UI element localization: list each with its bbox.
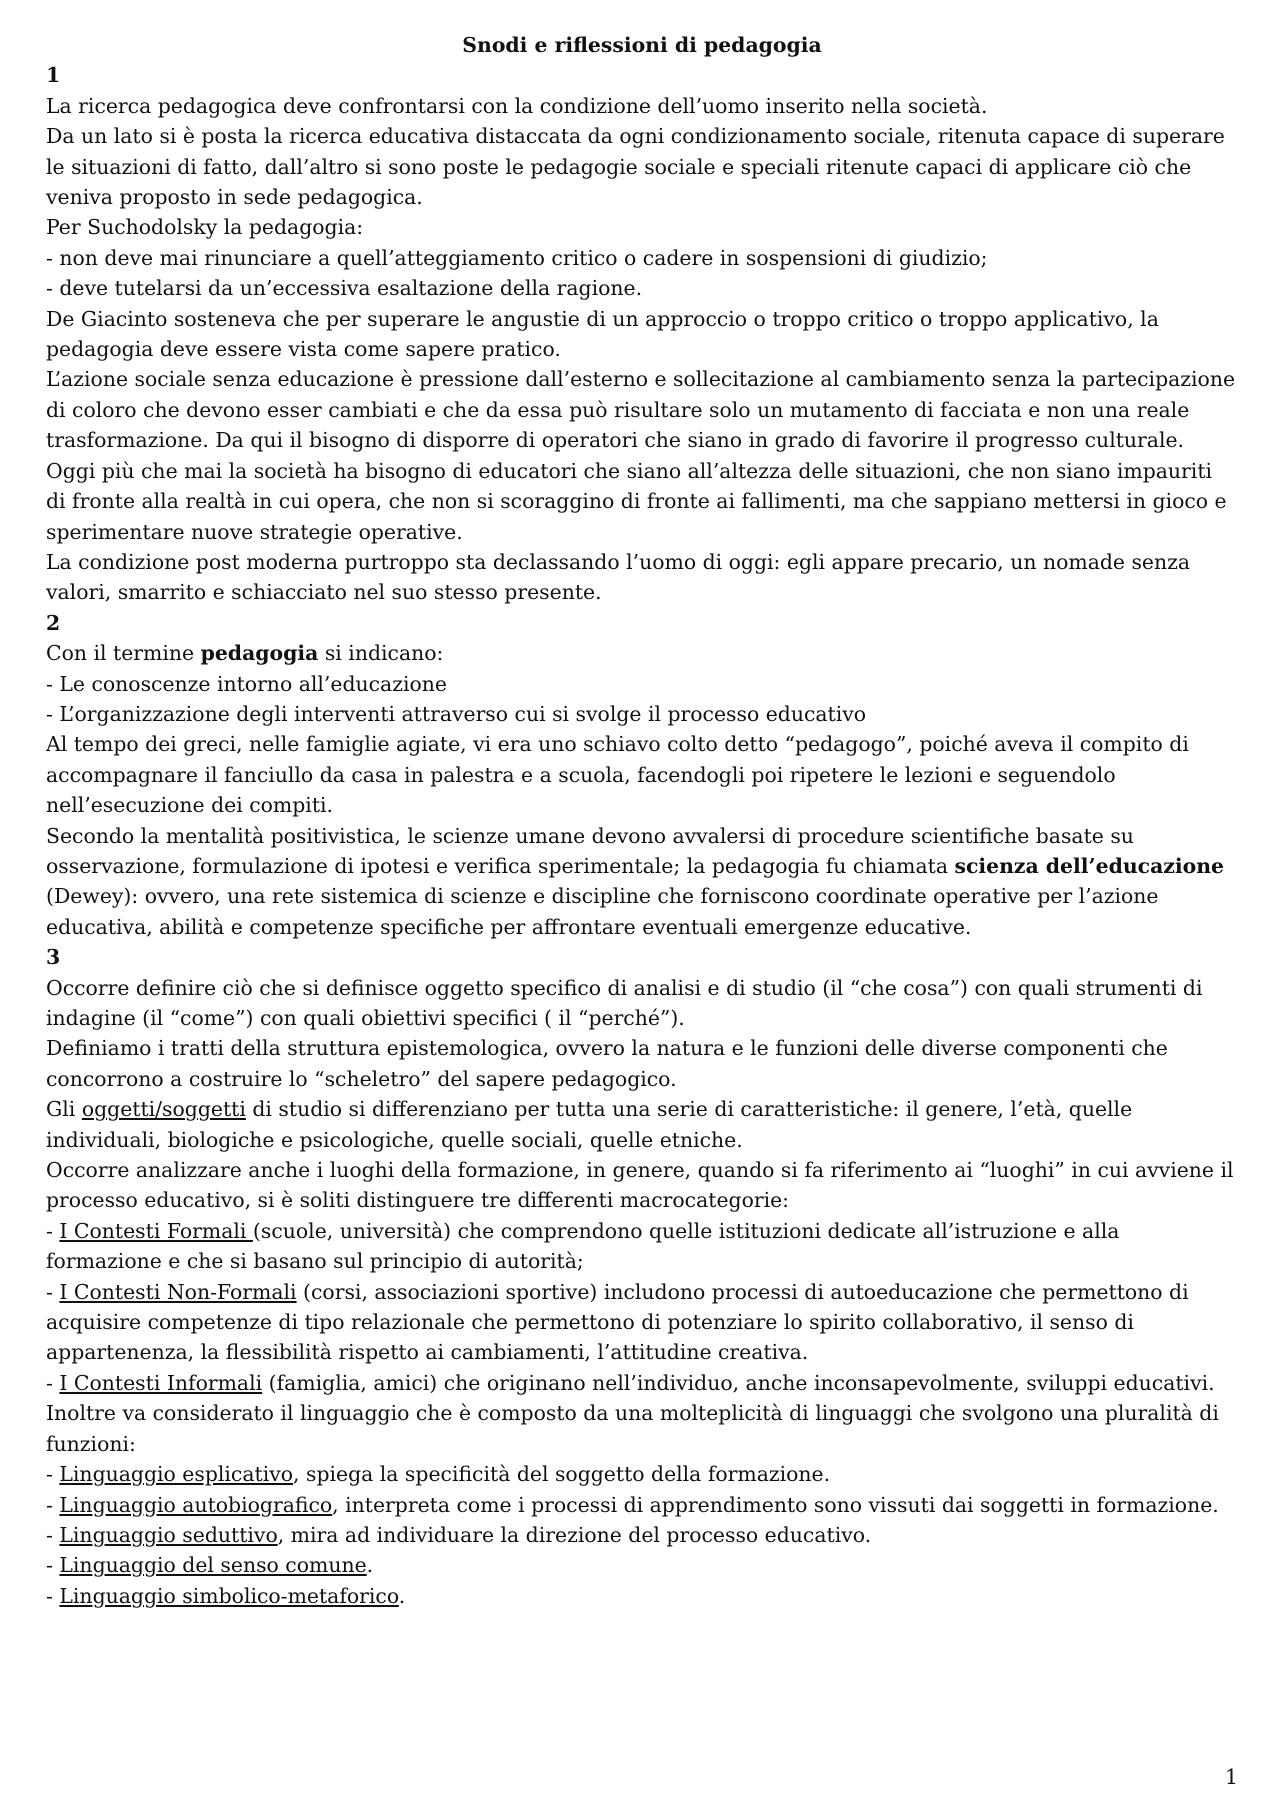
paragraph: Inoltre va considerato il linguaggio che è composto da una molteplicità di linguaggi che svolgono una pluralità di funzioni: (46, 1401, 1219, 1456)
bold-term: pedagogia (200, 641, 319, 666)
paragraph: Da un lato si è posta la ricerca educativa distaccata da ogni condizionamento sociale, ritenuta capace di superare le situazioni di fatto, dall’altro si sono poste le pedagogie sociale e speciali ritenute capaci di applicare ciò che veniva proposto in sede pedagogica. (46, 124, 1225, 210)
list-item: - non deve mai rinunciare a quell’atteggiamento critico o cadere in sospensioni di giudizio; (46, 245, 988, 270)
bold-term: scienza dell’educazione (954, 853, 1225, 878)
text-span: (scuole, università) che comprendono quelle istituzioni dedicate all’istruzione e alla formazione e che si basano sul principio di autorità; (46, 1218, 1120, 1274)
text-span: - (46, 1462, 60, 1487)
underlined-term: oggetti/soggetti (81, 1097, 246, 1122)
text-span: - (46, 1583, 60, 1608)
text-span: - (46, 1553, 60, 1578)
underlined-term: Linguaggio simbolico-metaforico (59, 1583, 399, 1608)
document-body (46, 30, 1238, 1611)
list-item (46, 1277, 1238, 1368)
section-number-3: 3 (46, 945, 61, 970)
paragraph (46, 1094, 1238, 1155)
text-span: , mira ad individuare la direzione del processo educativo. (277, 1522, 872, 1547)
paragraph: Al tempo dei greci, nelle famiglie agiate, vi era uno schiavo colto detto “pedagogo”, poiché aveva il compito di accompagnare il fanciullo da casa in palestra e a scuola, facendogli poi ripetere le lezioni e seguendolo nell’esecuzione dei compiti. (46, 732, 1189, 818)
underlined-term: I Contesti Formali (59, 1218, 253, 1243)
paragraph: Oggi più che mai la società ha bisogno di educatori che siano all’altezza delle situazioni, che non siano impauriti di fronte alla realtà in cui opera, che non si scoraggino di fronte ai fallimenti, ma che sappiano mettersi in gioco e sperimentare nuove strategie operative. (46, 458, 1227, 544)
text-span: - (46, 1492, 60, 1517)
text-span: - (46, 1370, 60, 1395)
text-span: , interpreta come i processi di apprendimento sono vissuti dai soggetti in formazione. (332, 1492, 1219, 1517)
list-item (46, 1216, 1238, 1277)
text-span: Gli (46, 1097, 82, 1122)
paragraph: Occorre analizzare anche i luoghi della formazione, in genere, quando si fa riferimento ai “luoghi” in cui avviene il processo educativo, si è soliti distinguere tre differenti macrocategorie: (46, 1158, 1234, 1213)
text-span: di studio si differenziano per tutta una serie di caratteristiche: il genere, l’età, quelle individuali, biologiche e psicologiche, quelle sociali, quelle etniche. (46, 1097, 1133, 1152)
paragraph: Occorre definire ciò che si definisce oggetto specifico di analisi e di studio (il “che cosa”) con quali strumenti di indagine (il “come”) con quali obiettivi specifici ( il “perché”). (46, 975, 1203, 1030)
text-span: - (46, 1218, 60, 1243)
text-span: - (46, 1279, 60, 1304)
list-item (46, 1368, 1238, 1398)
underlined-term: I Contesti Non-Formali (59, 1279, 297, 1304)
underlined-term: Linguaggio autobiografico (59, 1492, 333, 1517)
underlined-term: I Contesti Informali (59, 1370, 263, 1395)
document-title: Snodi e riflessioni di pedagogia (462, 33, 822, 57)
paragraph: La ricerca pedagogica deve confrontarsi con la condizione dell’uomo inserito nella società. (46, 93, 988, 118)
paragraph (46, 821, 1238, 943)
paragraph (46, 638, 1238, 668)
list-item: - deve tutelarsi da un’eccessiva esaltazione della ragione. (46, 276, 643, 301)
text-span: (famiglia, amici) che originano nell’individuo, anche inconsapevolmente, sviluppi educativi. (262, 1370, 1215, 1395)
paragraph: De Giacinto sosteneva che per superare le angustie di un approccio o troppo critico o troppo applicativo, la pedagogia deve essere vista come sapere pratico. (46, 306, 1159, 362)
list-item (46, 1550, 1238, 1580)
paragraph: Definiamo i tratti della struttura epistemologica, ovvero la natura e le funzioni delle diverse componenti che concorrono a costruire lo “scheletro” del sapere pedagogico. (46, 1036, 1168, 1091)
underlined-term: Linguaggio esplicativo (59, 1462, 294, 1487)
list-item (46, 1459, 1238, 1489)
paragraph: L’azione sociale senza educazione è pressione dall’esterno e sollecitazione al cambiamento senza la partecipazione di coloro che devono esser cambiati e che da essa può risultare solo un mutamento di facciata e non una reale trasformazione. Da qui il bisogno di disporre di operatori che siano in grado di favorire il progresso culturale. (46, 367, 1236, 453)
text-span: (corsi, associazioni sportive) includono processi di autoeducazione che permettono di acquisire competenze di tipo relazionale che permettono di potenziare lo spirito collaborativo, il senso di appartenenza, la flessibilità rispetto ai cambiamenti, l’attitudine creativa. (46, 1279, 1189, 1365)
underlined-term: Linguaggio del senso comune (59, 1553, 367, 1578)
text-span: - (46, 1522, 60, 1547)
page-number: 1 (1225, 1765, 1238, 1789)
text-span: Con il termine (46, 641, 201, 666)
list-item (46, 1520, 1238, 1550)
list-item (46, 1490, 1238, 1520)
section-number-2: 2 (46, 610, 61, 635)
paragraph: Per Suchodolsky la pedagogia: (46, 215, 364, 240)
underlined-term: Linguaggio seduttivo (59, 1522, 278, 1547)
text-span: si indicano: (318, 641, 444, 666)
text-span: Secondo la mentalità positivistica, le scienze umane devono avvalersi di procedure scientifiche basate su osservazione, formulazione di ipotesi e verifica sperimentale; la pedagogia fu chiamata (46, 823, 1134, 878)
text-span: . (398, 1583, 406, 1608)
list-item: - Le conoscenze intorno all’educazione (46, 671, 447, 696)
text-span: , spiega la specificità del soggetto della formazione. (293, 1462, 831, 1487)
list-item (46, 1581, 1238, 1611)
text-span: . (366, 1553, 374, 1578)
paragraph: La condizione post moderna purtroppo sta declassando l’uomo di oggi: egli appare precario, un nomade senza valori, smarrito e schiacciato nel suo stesso presente. (46, 549, 1191, 605)
text-span: (Dewey): ovvero, una rete sistemica di scienze e discipline che forniscono coordinate operative per l’azione educativa, abilità e competenze specifiche per affrontare eventuali emergenze educative. (46, 884, 1159, 939)
section-number-1: 1 (46, 63, 61, 88)
list-item: - L’organizzazione degli interventi attraverso cui si svolge il processo educativo (46, 701, 867, 726)
